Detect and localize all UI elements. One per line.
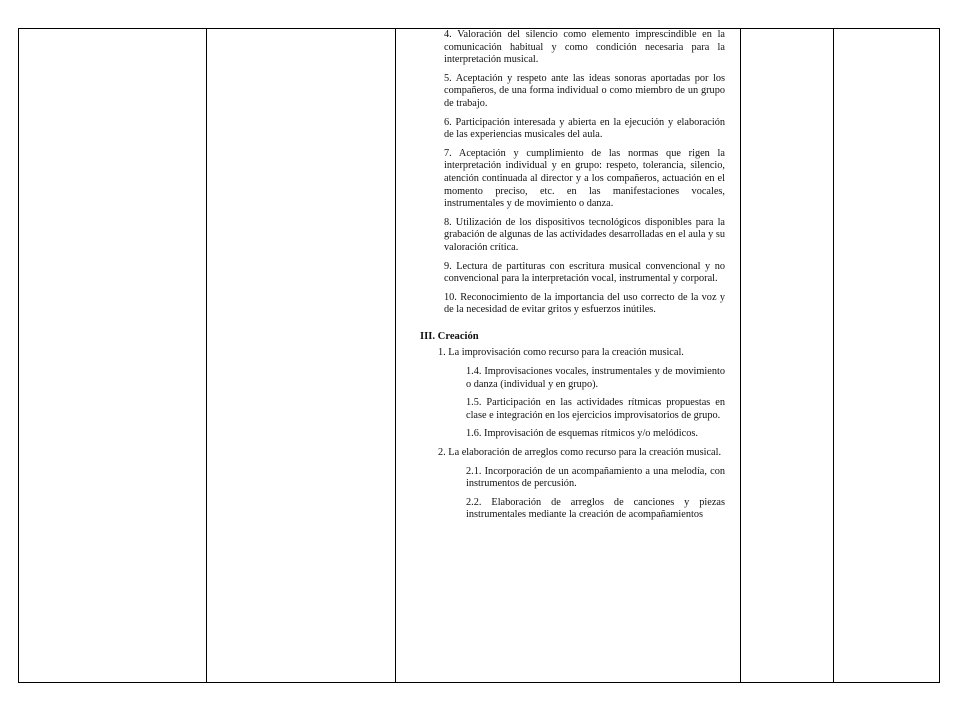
list-item: 9. Lectura de partituras con escritura musical convencional y no convencional para la interpretación vocal, instrumental y corporal. xyxy=(444,260,725,285)
list-item: 10. Reconocimiento de la importancia del uso correcto de la voz y de la necesidad de evitar gritos y esfuerzos inútiles. xyxy=(444,291,725,316)
list-item: 5. Aceptación y respeto ante las ideas sonoras aportadas por los compañeros, de una forma individual o como miembro de un grupo de trabajo. xyxy=(444,72,725,109)
sub-point: 2.1. Incorporación de un acompañamiento a una melodía, con instrumentos de percusión. xyxy=(466,465,725,490)
list-item: 6. Participación interesada y abierta en la ejecución y elaboración de las experiencias musicales del aula. xyxy=(444,116,725,141)
column-divider xyxy=(740,29,741,682)
sub-point: 1.5. Participación en las actividades rítmicas propuestas en clase e integración en los ejercicios improvisatorios de grupo. xyxy=(466,397,725,421)
sub-point: 1.4. Improvisaciones vocales, instrumentales y de movimiento o danza (individual y en grupo). xyxy=(466,366,725,390)
list-item: 4. Valoración del silencio como elemento imprescindible en la comunicación habitual y como condición necesaria para la interpretación musical. xyxy=(444,29,725,66)
column-divider xyxy=(395,29,396,682)
sub-point: 1.6. Improvisación de esquemas rítmicos y/o melódicos. xyxy=(466,428,698,440)
section-heading: III. Creación xyxy=(420,330,479,342)
list-item: 8. Utilización de los dispositivos tecnológicos disponibles para la grabación de algunas de las actividades desarrolladas en el aula y su valoración crítica. xyxy=(444,216,725,253)
sub-point: 2.2. Elaboración de arreglos de canciones y piezas instrumentales mediante la creación de acompañamientos xyxy=(466,496,725,521)
section-point: 2. La elaboración de arreglos como recurso para la creación musical. xyxy=(438,447,722,459)
column-divider xyxy=(833,29,834,682)
section-point: 1. La improvisación como recurso para la creación musical. xyxy=(438,347,684,359)
content-column xyxy=(420,28,725,683)
column-divider xyxy=(206,29,207,682)
list-item: 7. Aceptación y cumplimiento de las normas que rigen la interpretación individual y en grupo: respeto, tolerancia, silencio, atención continuada al director y a los compañeros, actuación en el momento preciso, etc. en las manifestaciones vocales, instrumentales y de movimiento o danza. xyxy=(444,147,725,210)
